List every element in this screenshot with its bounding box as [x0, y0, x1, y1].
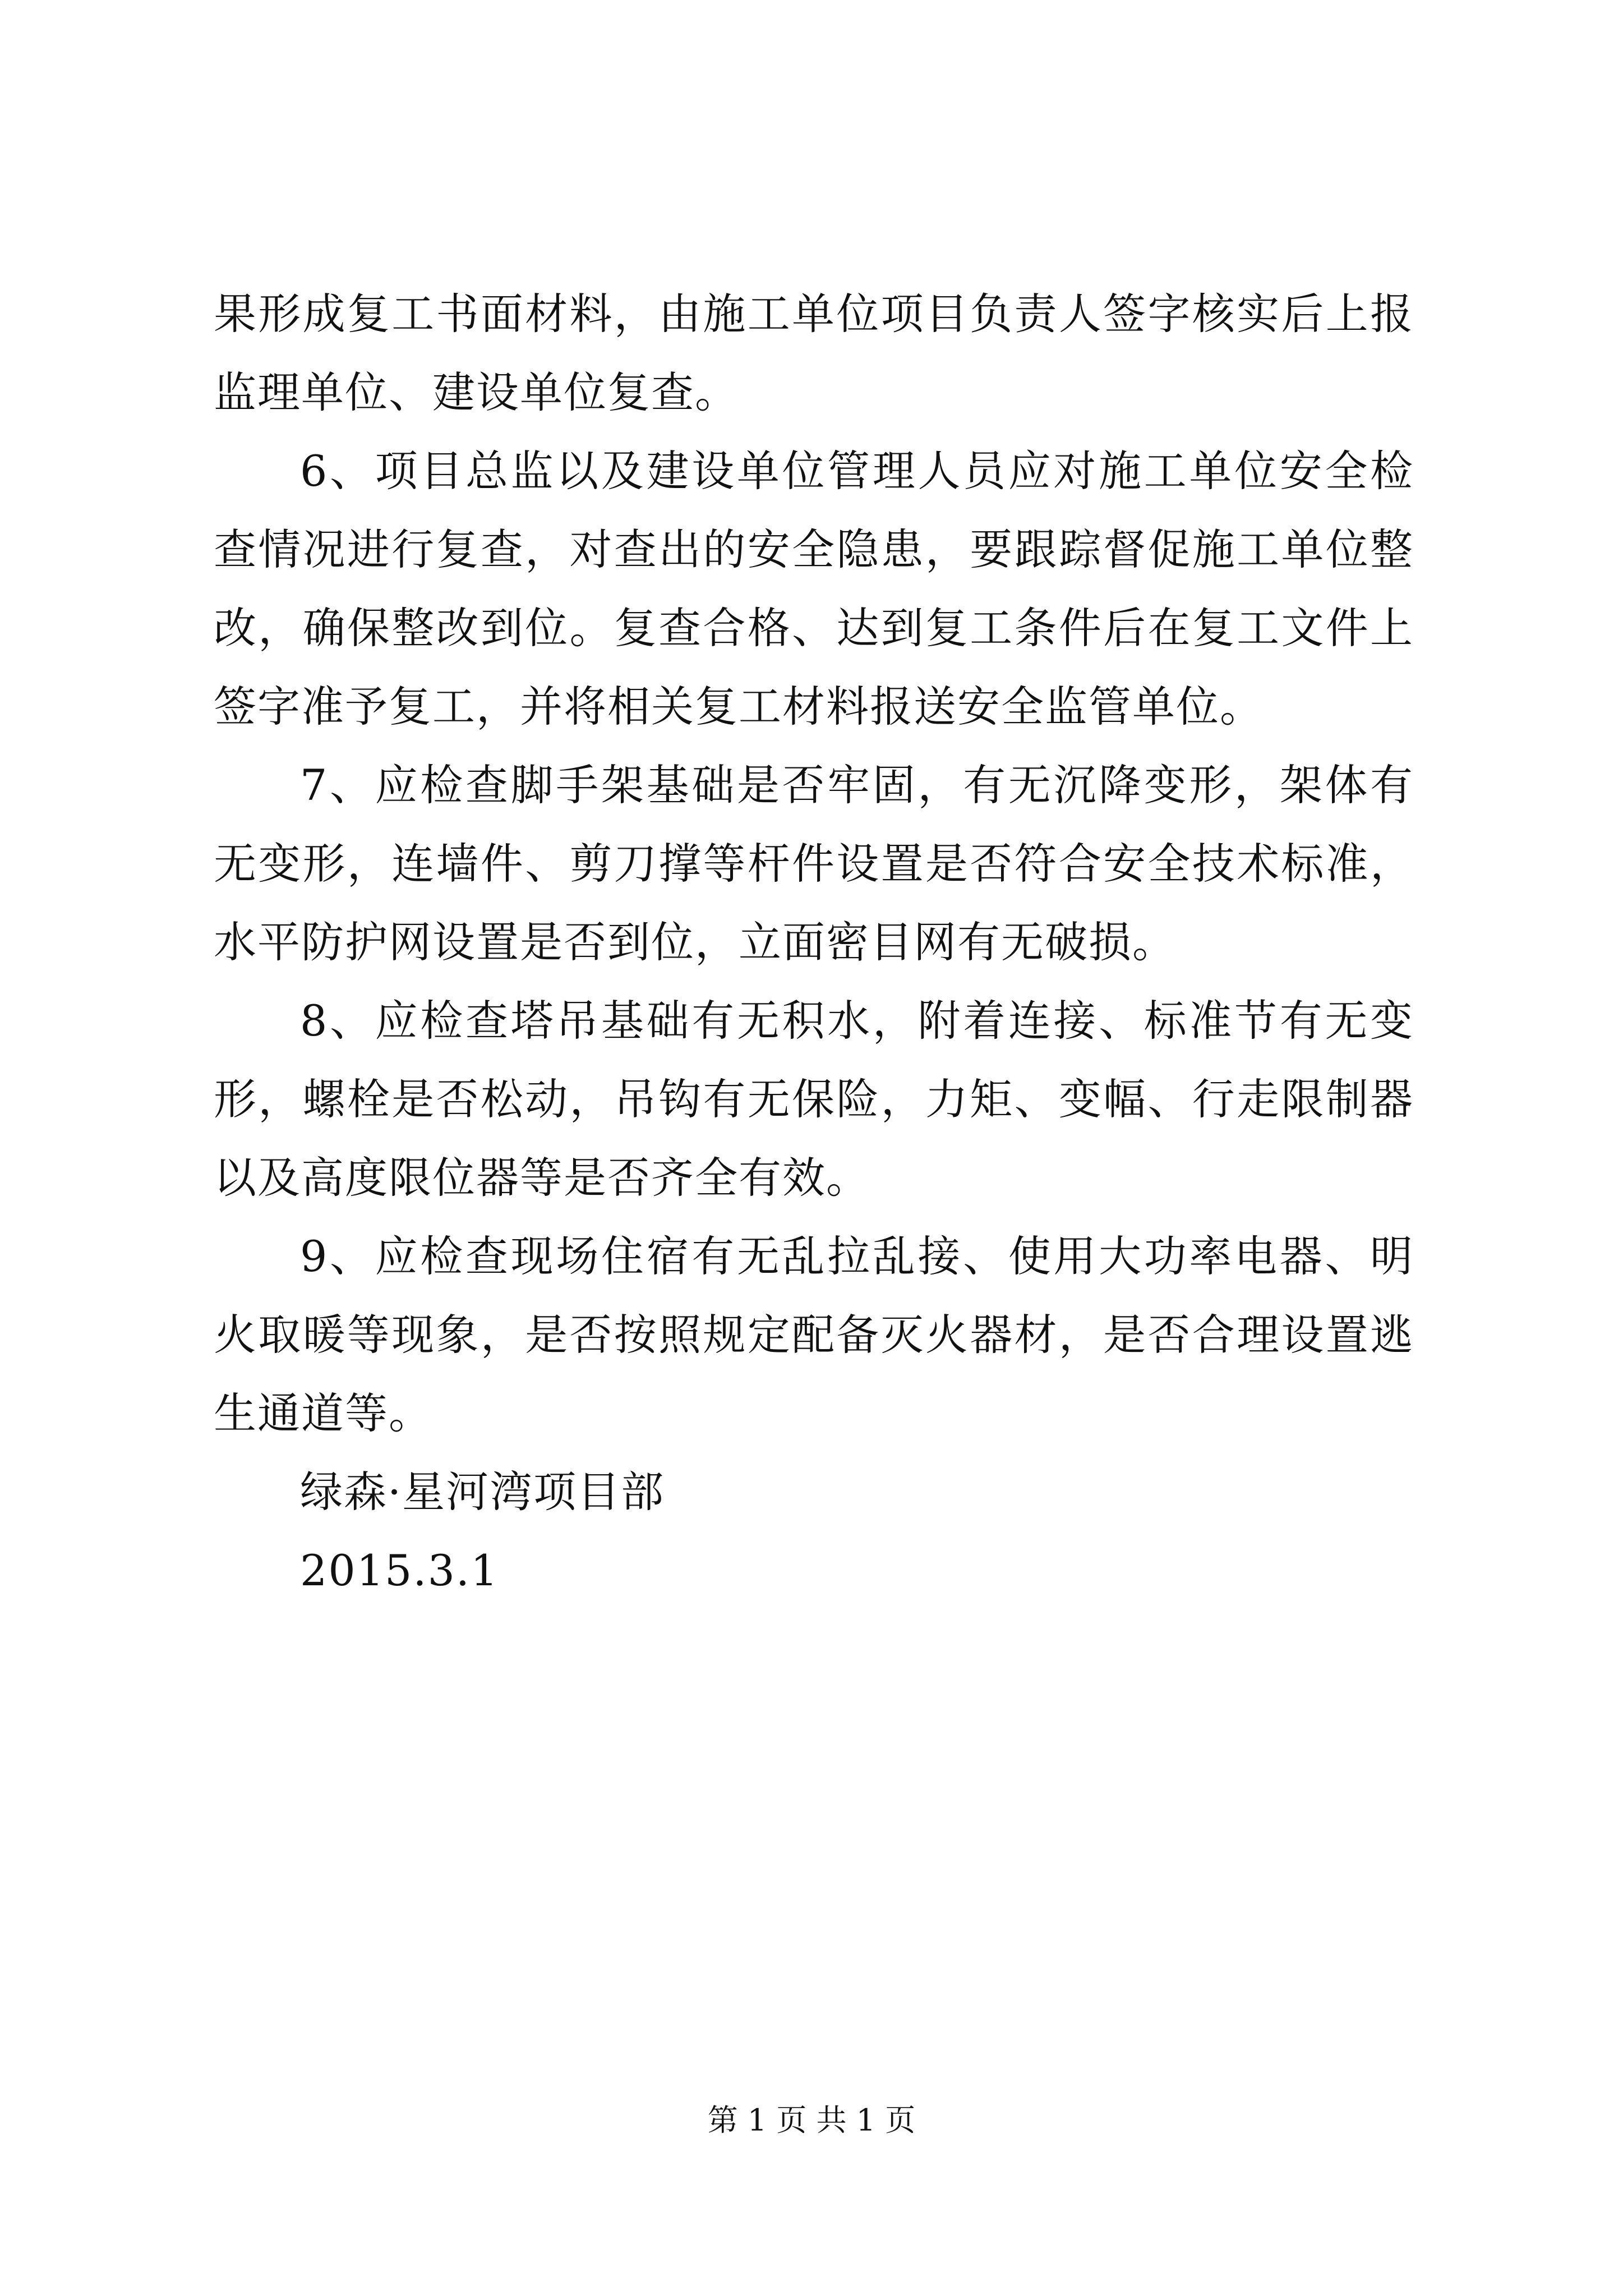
paragraph-continuation: 果形成复工书面材料，由施工单位项目负责人签字核实后上报监理单位、建设单位复查。	[214, 289, 1414, 417]
paragraph-item-9: 9、应检查现场住宿有无乱拉乱接、使用大功率电器、明火取暖等现象，是否按照规定配备灭火器材，是否合理设置逃生通道等。	[214, 1231, 1414, 1438]
paragraph-item-8: 8、应检查塔吊基础有无积水，附着连接、标准节有无变形，螺栓是否松动，吊钩有无保险，力矩、变幅、行走限制器以及高度限位器等是否齐全有效。	[214, 996, 1414, 1203]
paragraph-item-6: 6、项目总监以及建设单位管理人员应对施工单位安全检查情况进行复查，对查出的安全隐患，要跟踪督促施工单位整改，确保整改到位。复查合格、达到复工条件后在复工文件上签字准予复工，并将相关复工材料报送安全监管单位。	[214, 446, 1414, 731]
paragraph-item-7: 7、应检查脚手架基础是否牢固，有无沉降变形，架体有无变形，连墙件、剪刀撑等杆件设置是否符合安全技术标准，水平防护网设置是否到位，立面密目网有无破损。	[214, 760, 1414, 967]
signature-organization: 绿森·星河湾项目部	[300, 1467, 665, 1517]
signature-date: 2015.3.1	[300, 1545, 499, 1595]
page-footer: 第 1 页 共 1 页	[707, 2102, 916, 2138]
document-body	[214, 275, 1414, 1610]
